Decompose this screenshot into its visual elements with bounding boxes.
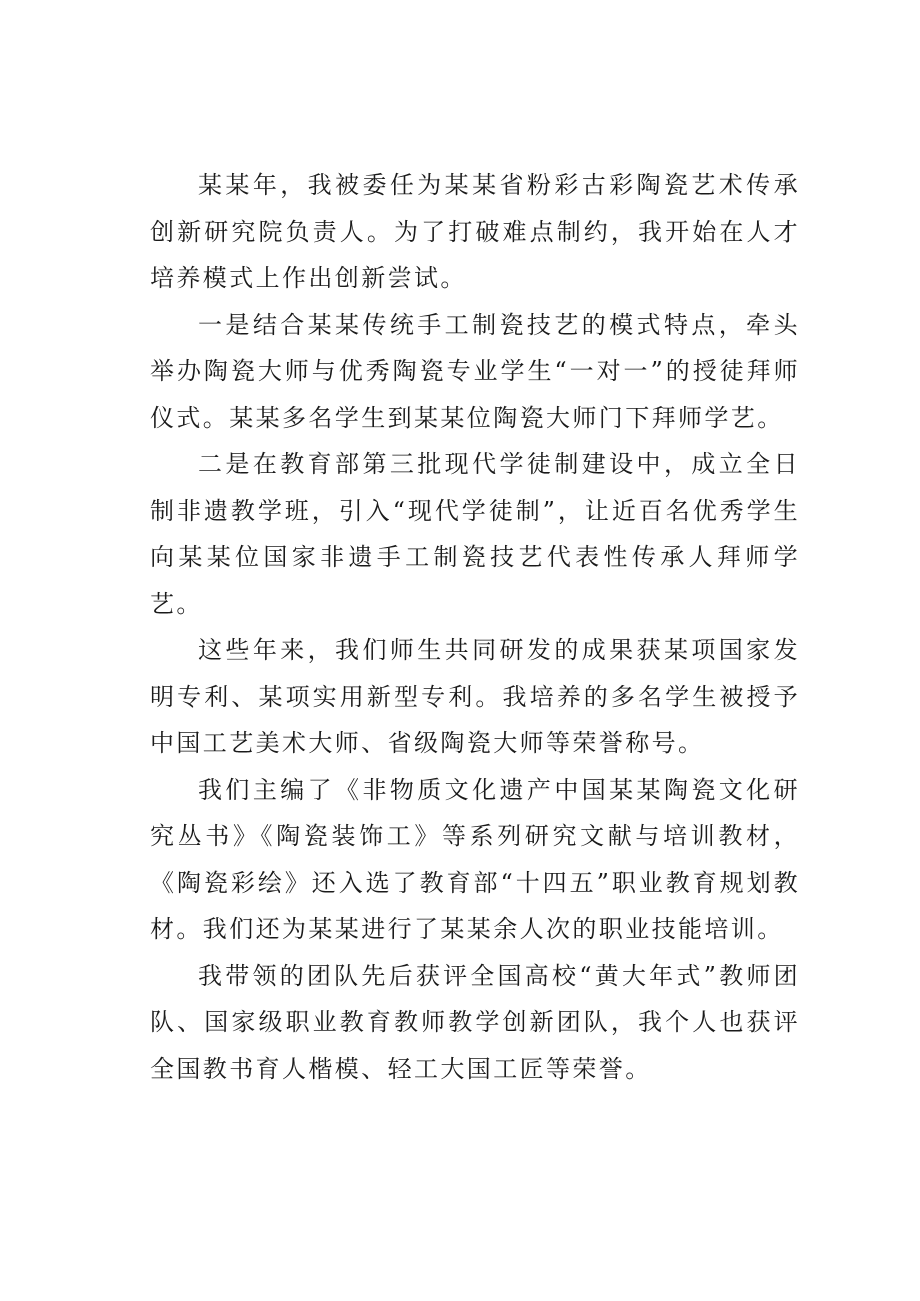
paragraph-6: 我带领的团队先后获评全国高校“黄大年式”教师团队、国家级职业教育教师教学创新团队，我个人也获评全国教书育人楷模、轻工大国工匠等荣誉。 <box>150 961 800 1083</box>
paragraph-1: 某某年，我被委任为某某省粉彩古彩陶瓷艺术传承创新研究院负责人。为了打破难点制约，我开始在人才培养模式上作出创新尝试。 <box>150 171 800 292</box>
paragraph-4: 这些年来，我们师生共同研发的成果获某项国家发明专利、某项实用新型专利。我培养的多名学生被授予中国工艺美术大师、省级陶瓷大师等荣誉称号。 <box>150 636 800 757</box>
document-body <box>150 162 800 1092</box>
paragraph-2: 一是结合某某传统手工制瓷技艺的模式特点，牵头举办陶瓷大师与优秀陶瓷专业学生“一对一”的授徒拜师仪式。某某多名学生到某某位陶瓷大师门下拜师学艺。 <box>150 310 800 432</box>
paragraph-3: 二是在教育部第三批现代学徒制建设中，成立全日制非遗教学班，引入“现代学徒制”，让近百名优秀学生向某某位国家非遗手工制瓷技艺代表性传承人拜师学艺。 <box>150 450 800 618</box>
paragraph-5: 我们主编了《非物质文化遗产中国某某陶瓷文化研究丛书》《陶瓷装饰工》等系列研究文献与培训教材，《陶瓷彩绘》还入选了教育部“十四五”职业教育规划教材。我们还为某某进行了某某余人次的职业技能培训。 <box>150 775 800 943</box>
